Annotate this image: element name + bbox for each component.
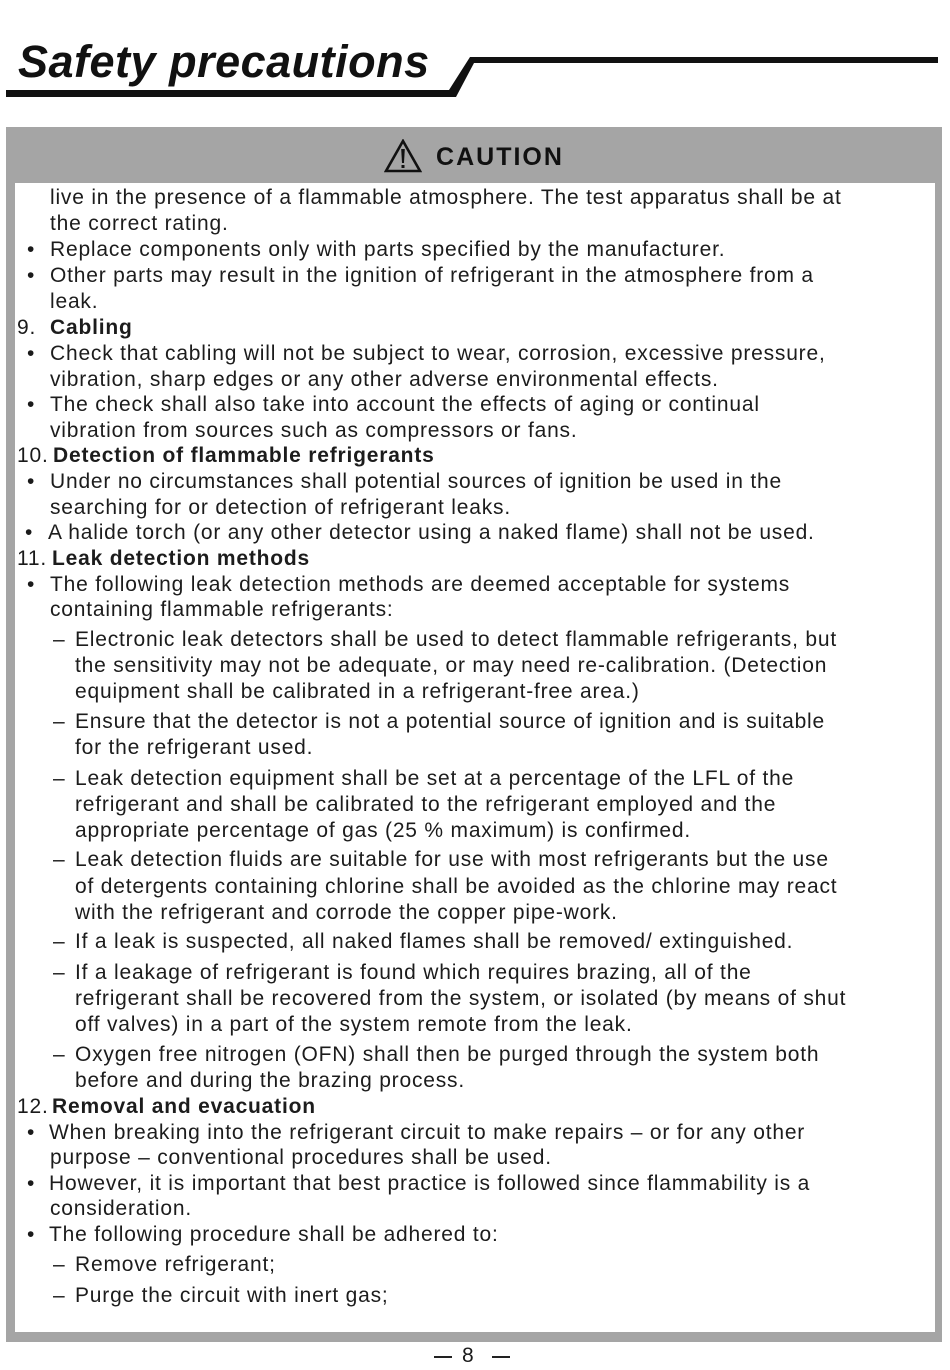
dash: – — [53, 710, 65, 733]
page-title: Safety precautions — [18, 36, 430, 87]
text-line: the sensitivity may not be adequate, or may need re-calibration. (Detection — [75, 654, 828, 677]
caution-bar — [6, 127, 942, 183]
text-line: When breaking into the refrigerant circuit to make repairs – or for any other — [49, 1121, 806, 1144]
text-line: A halide torch (or any other detector using a naked flame) shall not be used. — [48, 521, 815, 544]
page-header — [0, 0, 950, 110]
text-line: Other parts may result in the ignition of refrigerant in the atmosphere from a — [50, 264, 814, 287]
text-line: live in the presence of a flammable atmosphere. The test apparatus shall be at — [50, 186, 842, 209]
dash: – — [53, 1043, 65, 1066]
text-line: However, it is important that best practice is followed since flammability is a — [49, 1172, 811, 1195]
dash: – — [53, 628, 65, 651]
text-line: Leak detection fluids are suitable for use with most refrigerants but the use — [75, 848, 829, 871]
section-number: 12. — [17, 1095, 49, 1118]
text-line: off valves) in a part of the system remote from the leak. — [75, 1013, 633, 1036]
section-heading-cabling: Cabling — [50, 316, 133, 339]
footer-rule-left — [434, 1356, 452, 1358]
section-heading-detection: Detection of flammable refrigerants — [53, 444, 435, 467]
text-line: for the refrigerant used. — [75, 736, 314, 759]
caution-box — [6, 127, 942, 1342]
bullet: • — [27, 264, 35, 287]
text-line: The following procedure shall be adhered to: — [49, 1223, 499, 1246]
bullet: • — [27, 1121, 35, 1144]
bullet: • — [27, 573, 35, 596]
text-line: Check that cabling will not be subject to wear, corrosion, excessive pressure, — [50, 342, 826, 365]
text-line: equipment shall be calibrated in a refrigerant-free area.) — [75, 680, 640, 703]
bullet: • — [25, 521, 33, 544]
text-line: Replace components only with parts specified by the manufacturer. — [50, 238, 726, 261]
dash: – — [53, 848, 65, 871]
dash: – — [53, 961, 65, 984]
dash: – — [53, 1253, 65, 1276]
text-line: Ensure that the detector is not a potential source of ignition and is suitable — [75, 710, 825, 733]
text-line: of detergents containing chlorine shall be avoided as the chlorine may react — [75, 875, 838, 898]
bullet: • — [27, 393, 35, 416]
section-heading-leak-methods: Leak detection methods — [52, 547, 310, 570]
caution-label: CAUTION — [436, 142, 564, 171]
text-line: Under no circumstances shall potential sources of ignition be used in the — [50, 470, 782, 493]
text-line: refrigerant shall be recovered from the system, or isolated (by means of shut — [75, 987, 847, 1010]
text-line: containing flammable refrigerants: — [50, 598, 394, 621]
warning-triangle-icon — [384, 139, 422, 173]
text-line: before and during the brazing process. — [75, 1069, 465, 1092]
bullet: • — [27, 1172, 35, 1195]
caution-content — [15, 183, 935, 1332]
text-line: vibration, sharp edges or any other adverse environmental effects. — [50, 368, 719, 391]
text-line: appropriate percentage of gas (25 % maximum) is confirmed. — [75, 819, 691, 842]
bullet: • — [27, 342, 35, 365]
dash: – — [53, 767, 65, 790]
footer-rule-right — [492, 1356, 510, 1358]
text-line: Purge the circuit with inert gas; — [75, 1284, 389, 1307]
section-number: 10. — [17, 444, 49, 467]
section-heading-removal: Removal and evacuation — [52, 1095, 316, 1118]
text-line: Leak detection equipment shall be set at a percentage of the LFL of the — [75, 767, 795, 790]
bullet: • — [27, 238, 35, 261]
dash: – — [53, 930, 65, 953]
text-line: Oxygen free nitrogen (OFN) shall then be purged through the system both — [75, 1043, 820, 1066]
page-number: 8 — [462, 1344, 474, 1367]
text-line: with the refrigerant and corrode the copper pipe-work. — [75, 901, 618, 924]
text-line: Electronic leak detectors shall be used to detect flammable refrigerants, but — [75, 628, 837, 651]
section-number: 9. — [17, 316, 37, 339]
text-line: vibration from sources such as compressors or fans. — [50, 419, 578, 442]
text-line: Remove refrigerant; — [75, 1253, 276, 1276]
bullet: • — [27, 470, 35, 493]
text-line: refrigerant and shall be calibrated to the refrigerant employed and the — [75, 793, 777, 816]
text-line: purpose – conventional procedures shall be used. — [50, 1146, 552, 1169]
text-line: consideration. — [50, 1197, 192, 1220]
bullet: • — [27, 1223, 35, 1246]
text-line: leak. — [50, 290, 99, 313]
page-footer — [0, 1340, 950, 1370]
text-line: If a leakage of refrigerant is found which requires brazing, all of the — [75, 961, 752, 984]
text-line: The following leak detection methods are deemed acceptable for systems — [50, 573, 791, 596]
text-line: searching for or detection of refrigerant leaks. — [50, 496, 511, 519]
dash: – — [53, 1284, 65, 1307]
text-line: If a leak is suspected, all naked flames shall be removed/ extinguished. — [75, 930, 794, 953]
section-number: 11. — [17, 547, 48, 570]
text-line: The check shall also take into account the effects of aging or continual — [50, 393, 760, 416]
text-line: the correct rating. — [50, 212, 229, 235]
